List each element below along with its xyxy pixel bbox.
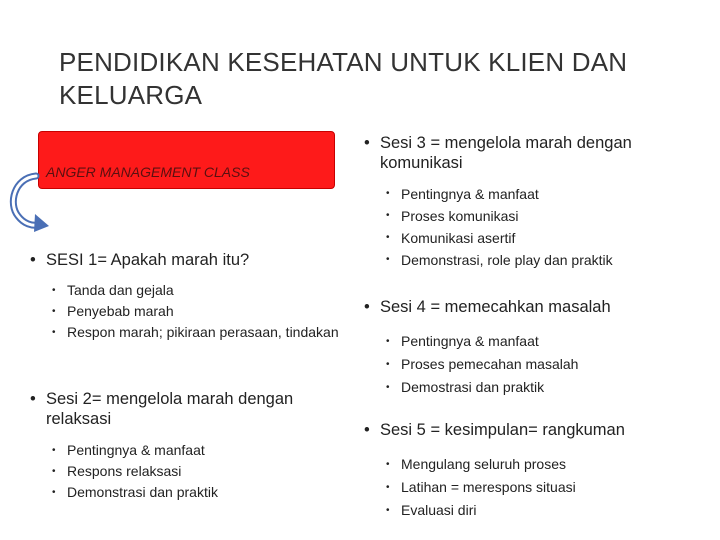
- list-item: • Pentingnya & manfaat: [384, 330, 684, 353]
- list-item: • Komunikasi asertif: [384, 227, 684, 249]
- banner-label: ANGER MANAGEMENT CLASS: [46, 164, 250, 180]
- list-item: • Evaluasi diri: [384, 499, 684, 522]
- curved-arrow-icon: [6, 170, 50, 232]
- list-item: • Latihan = merespons situasi: [384, 476, 684, 499]
- section-sesi-3: [364, 133, 684, 271]
- list-item: • Proses komunikasi: [384, 205, 684, 227]
- section-sesi-5: [364, 420, 684, 522]
- section-heading: • Sesi 2= mengelola marah dengan relaksasi: [30, 389, 340, 429]
- list-item: • Penyebab marah: [50, 301, 350, 322]
- list-item: • Mengulang seluruh proses: [384, 453, 684, 476]
- slide-title: PENDIDIKAN KESEHATAN UNTUK KLIEN DAN KELUARGA: [59, 47, 628, 110]
- list-item: • Pentingnya & manfaat: [50, 440, 340, 461]
- anger-management-banner: [38, 131, 335, 189]
- section-sesi-1: [30, 250, 350, 343]
- list-item: • Demonstrasi, role play dan praktik: [384, 249, 684, 271]
- list-item: • Pentingnya & manfaat: [384, 183, 684, 205]
- list-item: • Tanda dan gejala: [50, 280, 350, 301]
- section-heading: • Sesi 5 = kesimpulan= rangkuman: [364, 420, 684, 440]
- section-heading: • SESI 1= Apakah marah itu?: [30, 250, 350, 270]
- section-sesi-2: [30, 389, 340, 503]
- section-heading: • Sesi 3 = mengelola marah dengan komunikasi: [364, 133, 684, 173]
- section-sesi-4: [364, 297, 684, 399]
- section-heading: • Sesi 4 = memecahkan masalah: [364, 297, 684, 317]
- list-item: • Respons relaksasi: [50, 461, 340, 482]
- list-item: • Proses pemecahan masalah: [384, 353, 684, 376]
- list-item: • Demostrasi dan praktik: [384, 376, 684, 399]
- list-item: • Demonstrasi dan praktik: [50, 482, 340, 503]
- list-item: • Respon marah; pikiraan perasaan, tindakan: [50, 322, 350, 343]
